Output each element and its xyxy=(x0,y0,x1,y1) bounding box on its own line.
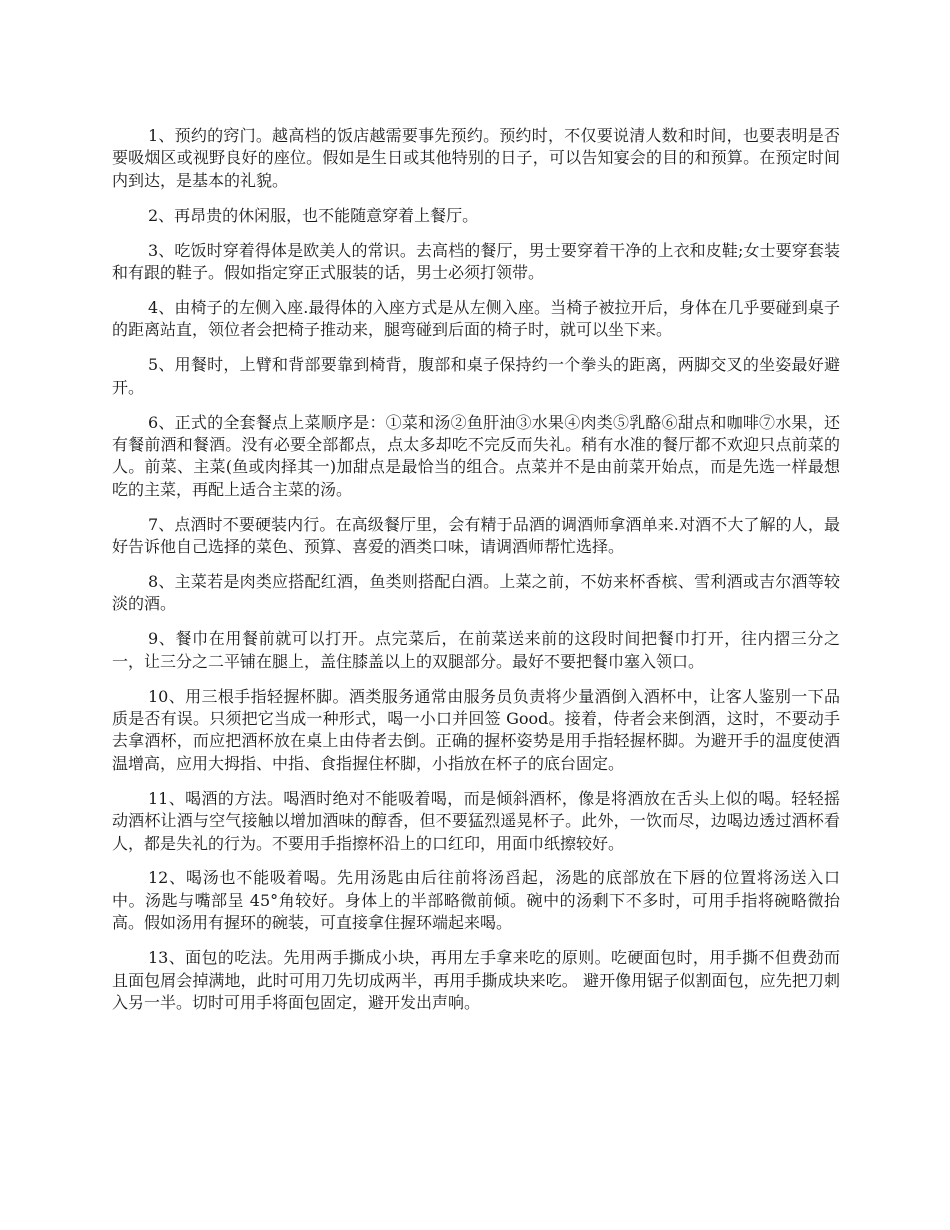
paragraph-10: 10、用三根手指轻握杯脚。酒类服务通常由服务员负责将少量酒倒入酒杯中，让客人鉴别一下品质是否有误。只须把它当成一种形式，喝一小口并回签 Good。接着，侍者会来倒酒，这时，不要动手去拿酒杯，而应把酒杯放在桌上由侍者去倒。正确的握杯姿势是用手指轻握杯脚。为避开手的温度使酒温增高，应用大拇指、中指、食指握住杯脚，小指放在杯子的底台固定。 xyxy=(112,686,840,773)
paragraph-9: 9、餐巾在用餐前就可以打开。点完菜后，在前菜送来前的这段时间把餐巾打开，往内摺三分之一，让三分之二平铺在腿上，盖住膝盖以上的双腿部分。最好不要把餐巾塞入领口。 xyxy=(112,629,840,671)
paragraph-11: 11、喝酒的方法。喝酒时绝对不能吸着喝，而是倾斜酒杯，像是将酒放在舌头上似的喝。轻轻摇动酒杯让酒与空气接触以增加酒味的醇香，但不要猛烈遥晃杯子。此外，一饮而尽，边喝边透过酒杯看人，都是失礼的行为。不要用手指擦杯沿上的口红印，用面巾纸擦较好。 xyxy=(112,788,840,853)
paragraph-6: 6、正式的全套餐点上菜顺序是：①菜和汤②鱼肝油③水果④肉类⑤乳酪⑥甜点和咖啡⑦水果，还有餐前酒和餐酒。没有必要全部都点，点太多却吃不完反而失礼。稍有水准的餐厅都不欢迎只点前菜的人。前菜、主菜(鱼或肉择其一)加甜点是最恰当的组合。点菜并不是由前菜开始点，而是先选一样最想吃的主菜，再配上适合主菜的汤。 xyxy=(112,412,840,499)
paragraph-2: 2、再昂贵的休闲服，也不能随意穿着上餐厅。 xyxy=(148,205,479,225)
paragraph-3: 3、吃饭时穿着得体是欧美人的常识。去高档的餐厅，男士要穿着干净的上衣和皮鞋;女士要穿套装和有跟的鞋子。假如指定穿正式服装的话，男士必须打领带。 xyxy=(112,240,840,283)
paragraph-7: 7、点酒时不要硬装内行。在高级餐厅里，会有精于品酒的调酒师拿酒单来.对酒不大了解的人，最好告诉他自己选择的菜色、预算、喜爱的酒类口味，请调酒师帮忙选择。 xyxy=(112,514,840,557)
paragraph-12: 12、喝汤也不能吸着喝。先用汤匙由后往前将汤舀起，汤匙的底部放在下唇的位置将汤送入口中。汤匙与嘴部呈 45°角较好。身体上的半部略微前倾。碗中的汤剩下不多时，可用手指将碗略微抬高。假如汤用有握环的碗装，可直接拿住握环端起来喝。 xyxy=(112,868,840,933)
paragraph-8: 8、主菜若是肉类应搭配红酒，鱼类则搭配白酒。上菜之前，不妨来杯香槟、雪利酒或吉尔酒等较淡的酒。 xyxy=(112,572,840,614)
paragraph-4: 4、由椅子的左侧入座.最得体的入座方式是从左侧入座。当椅子被拉开后，身体在几乎要碰到桌子的距离站直，领位者会把椅子推动来，腿弯碰到后面的椅子时，就可以坐下来。 xyxy=(112,297,840,340)
paragraph-13: 13、面包的吃法。先用两手撕成小块，再用左手拿来吃的原则。吃硬面包时，用手撕不但费劲而且面包屑会掉满地，此时可用刀先切成两半，再用手撕成块来吃。 避开像用锯子似割面包，应先把刀刺入另一半。切时可用手将面包固定，避开发出声响。 xyxy=(112,948,840,1012)
paragraph-5: 5、用餐时，上臂和背部要靠到椅背，腹部和桌子保持约一个拳头的距离，两脚交叉的坐姿最好避开。 xyxy=(112,355,840,397)
document-body xyxy=(112,125,840,1027)
paragraph-1: 1、预约的窍门。越高档的饭店越需要事先预约。预约时，不仅要说清人数和时间，也要表明是否要吸烟区或视野良好的座位。假如是生日或其他特别的日子，可以告知宴会的目的和预算。在预定时间内到达，是基本的礼貌。 xyxy=(112,126,840,190)
